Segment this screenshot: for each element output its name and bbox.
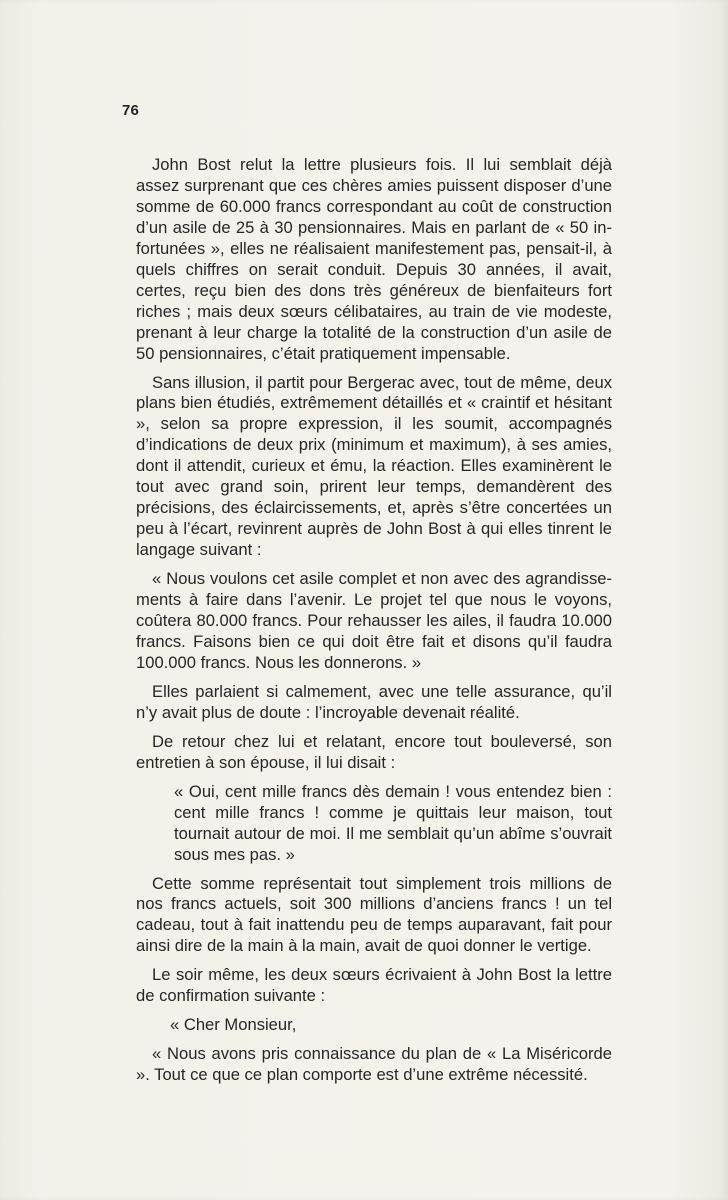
paragraph-5: De retour chez lui et relatant, encore tout bouleversé, son entretien à son épouse, il lui disait : [136,731,612,772]
paragraph-3-quote: « Nous voulons cet asile complet et non avec des agrandissements à faire dans l’avenir. Le projet tel que nous le voyons, coûtera 80.000 francs. Pour rehausser les ailes, il faudra 10.000 francs. Faisons bien ce qui doit être fait et disons qu’il faudra 100.000 francs. Nous les donnerons. » [136,569,612,672]
paragraph-10-letter-body: « Nous avons pris connaissance du plan de « La Miséricorde ». Tout ce que ce plan comporte est d’une extrême nécessité. [136,1044,612,1085]
page-number: 76 [122,102,140,119]
paragraph-7: Cette somme représentait tout simplement trois millions de nos francs actuels, soit 300 millions d’anciens francs ! un tel cadeau, tout à fait inattendu peu de temps auparavant, fait pour ainsi dire de la main à la main, avait de quoi donner le vertige. [136,873,612,956]
paragraph-6-indented-quote: « Oui, cent mille francs dès demain ! vous entendez bien : cent mille francs ! comme je quittais leur maison, tout tournait autour de moi. Il me semblait qu’un abîme s’ouvrait sous mes pas. » [174,781,612,864]
paragraph-2: Sans illusion, il partit pour Bergerac avec, tout de même, deux plans bien étudiés, extrêmement détaillés et « craintif et hésitant », selon sa propre expression, il les soumit, accompagnés d’indications de deux prix (minimum et maximum), à ses amies, dont il attendit, curieux et ému, la réaction. Elles examinèrent le tout avec grand soin, prirent leur temps, demandèrent des précisions, des éclaircissements, et, après s’être concertées un peu à l’écart, revinrent auprès de John Bost à qui elles tinrent le langage suivant : [136,372,612,560]
paragraph-8: Le soir même, les deux sœurs écrivaient à John Bost la lettre de confirmation suivante : [136,965,612,1006]
paragraph-4: Elles parlaient si calmement, avec une telle assurance, qu’il n’y avait plus de doute : l’incroyable devenait réalité. [136,681,612,722]
body-text [136,155,612,1086]
letter-salutation: « Cher Monsieur, [170,1015,297,1035]
paragraph-1: John Bost relut la lettre plusieurs fois. Il lui semblait déjà assez surprenant que ces chères amies puissent disposer d’une somme de 60.000 francs correspondant au coût de construction d’un asile de 25 à 30 pensionnaires. Mais en parlant de « 50 infortunées », elles ne réalisaient manifestement pas, pensait-il, à quels chiffres on serait conduit. Depuis 30 années, il avait, certes, reçu bien des dons très généreux de bienfaiteurs fort riches ; mais deux sœurs célibataires, au train de vie modeste, prenant à leur charge la totalité de la construction d’un asile de 50 pensionnaires, c’était pratiquement impensable. [136,155,612,363]
